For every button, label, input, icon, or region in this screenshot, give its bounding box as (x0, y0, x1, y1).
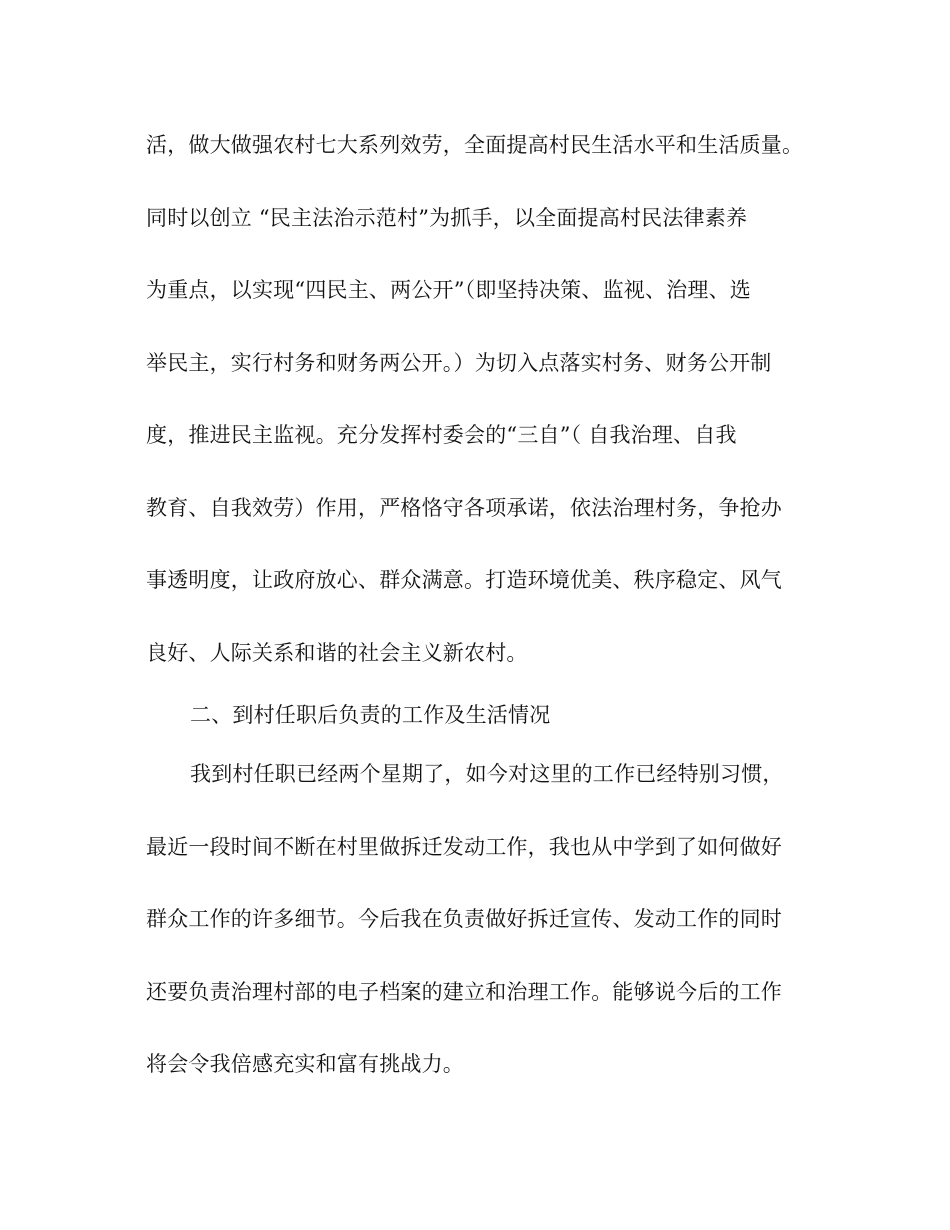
paragraph-line-14: 将会令我倍感充实和富有挑战力。 (146, 1052, 464, 1076)
paragraph-line-4: 举民主，实行村务和财务两公开。）为切入点落实村务、财务公开制 (146, 351, 772, 375)
paragraph-line-6: 教育、自我效劳）作用，严格恪守各项承诺，依法治理村务，争抢办 (146, 496, 782, 520)
paragraph-line-10: 我到村任职已经两个星期了，如今对这里的工作已经特别习惯， (190, 762, 784, 786)
section-heading: 二、到村任职后负责的工作及生活情况 (190, 703, 551, 727)
paragraph-line-3: 为重点，以实现“四民主、两公开”（即坚持决策、监视、治理、选 (146, 278, 751, 302)
paragraph-line-13: 还要负责治理村部的电子档案的建立和治理工作。能够说今后的工作 (146, 980, 782, 1004)
paragraph-line-12: 群众工作的许多细节。今后我在负责做好拆迁宣传、发动工作的同时 (146, 907, 782, 931)
paragraph-line-1: 活，做大做强农村七大系列效劳，全面提高村民生活水平和生活质量。 (146, 133, 804, 157)
paragraph-line-2: 同时以创立 “民主法治示范村”为抓手，以全面提高村民法律素养 (146, 206, 748, 230)
paragraph-line-8: 良好、人际关系和谐的社会主义新农村。 (146, 641, 528, 665)
paragraph-line-11: 最近一段时间不断在村里做拆迁发动工作，我也从中学到了如何做好 (146, 835, 782, 859)
paragraph-line-7: 事透明度，让政府放心、群众满意。打造环境优美、秩序稳定、风气 (146, 568, 782, 592)
paragraph-line-5: 度，推进民主监视。充分发挥村委会的“三自”（ 自我治理、自我 (146, 423, 737, 447)
